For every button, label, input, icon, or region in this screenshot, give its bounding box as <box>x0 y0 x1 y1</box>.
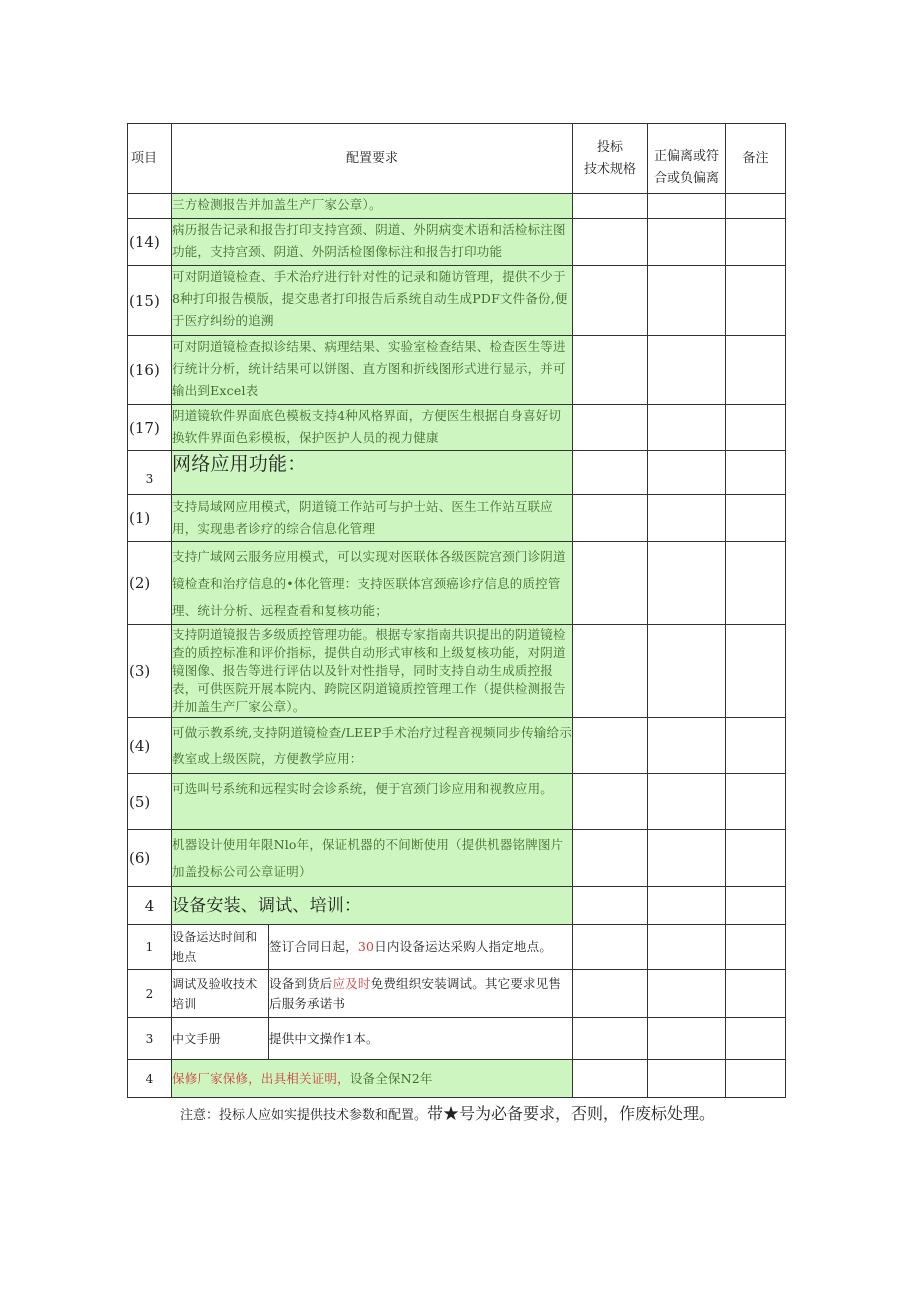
bid-spec-cell <box>573 266 648 336</box>
row-number: (6) <box>128 830 172 887</box>
bid-spec-cell <box>573 718 648 774</box>
deviation-cell <box>648 625 726 718</box>
requirement-cell <box>269 925 573 970</box>
remark-cell <box>726 1060 786 1098</box>
header-deviation-line2: 合或负偏离 <box>654 170 720 186</box>
table-row <box>128 774 786 830</box>
table-row <box>128 495 786 542</box>
row-number <box>128 194 172 219</box>
row-number: (3) <box>128 625 172 718</box>
table-row <box>128 405 786 451</box>
requirement-cell: 可对阴道镜检查、手术治疗进行针对性的记录和随访管理，提供不少于8种打印报告模版，提交患者打印报告后系统自动生成PDF文件备份,便于医疗纠纷的追溯 <box>172 266 573 336</box>
bid-spec-cell <box>573 405 648 451</box>
bid-spec-cell <box>573 1018 648 1060</box>
spec-table <box>127 123 786 1098</box>
footnote-part1: 注意：投标人应如实提供技术参数和配置。 <box>180 1108 428 1123</box>
table-row <box>128 925 786 970</box>
bid-spec-cell <box>573 970 648 1018</box>
header-deviation-line1: 正偏离或符 <box>654 148 720 164</box>
table-row <box>128 718 786 774</box>
bid-spec-cell <box>573 194 648 219</box>
remark-cell <box>726 542 786 625</box>
row-number: (5) <box>128 774 172 830</box>
remark-cell <box>726 336 786 405</box>
header-item: 项目 <box>128 124 172 194</box>
requirement-cell: 三方检测报告并加盖生产厂家公章）。 <box>172 194 573 219</box>
remark-cell <box>726 194 786 219</box>
header-bid-spec-line2: 技术规格 <box>584 161 637 177</box>
row-number: 2 <box>128 970 172 1018</box>
remark-cell <box>726 970 786 1018</box>
requirement-cell: 可做示教系统,支持阴道镜检查/LEEP手术治疗过程音视频同步传输给示教室或上级医院，方便教学应用： <box>172 718 573 774</box>
bid-spec-cell <box>573 830 648 887</box>
requirement-text: 提供中文操作1本。 <box>269 1030 379 1046</box>
deviation-cell <box>648 970 726 1018</box>
table-row <box>128 336 786 405</box>
deviation-cell <box>648 266 726 336</box>
deviation-cell <box>648 718 726 774</box>
section-row <box>128 887 786 925</box>
deviation-cell <box>648 451 726 495</box>
requirement-text: 设备到货后 <box>269 975 333 991</box>
bid-spec-cell <box>573 219 648 266</box>
bid-spec-cell <box>573 625 648 718</box>
requirement-cell: 可对阴道镜检查拟诊结果、病理结果、实验室检查结果、检查医生等进行统计分析，统计结果可以饼图、直方图和折线图形式进行显示，并可输出到Excel表 <box>172 336 573 405</box>
deviation-cell <box>648 1018 726 1060</box>
deviation-cell <box>648 774 726 830</box>
remark-cell <box>726 925 786 970</box>
row-number: (15) <box>128 266 172 336</box>
row-number: 3 <box>128 1018 172 1060</box>
row-number: 4 <box>128 1060 172 1098</box>
bid-spec-cell <box>573 451 648 495</box>
table-row <box>128 970 786 1018</box>
highlight-text: 应及时 <box>332 975 371 991</box>
row-number: 1 <box>128 925 172 970</box>
deviation-cell <box>648 336 726 405</box>
requirement-text: 签订合同日起， <box>269 939 358 954</box>
header-deviation <box>648 124 726 194</box>
table-row <box>128 625 786 718</box>
row-number: (4) <box>128 718 172 774</box>
table-row <box>128 1018 786 1060</box>
row-number: (1) <box>128 495 172 542</box>
bid-spec-cell <box>573 336 648 405</box>
footnote <box>180 1101 715 1124</box>
requirement-cell <box>172 1060 573 1098</box>
remark-cell <box>726 405 786 451</box>
row-number: (2) <box>128 542 172 625</box>
table-row <box>128 266 786 336</box>
deviation-cell <box>648 495 726 542</box>
remark-cell <box>726 718 786 774</box>
row-number: (14) <box>128 219 172 266</box>
deviation-cell <box>648 219 726 266</box>
sub-item-label: 中文手册 <box>172 1018 269 1060</box>
header-bid-spec-line1: 投标 <box>597 139 624 155</box>
requirement-cell <box>269 1018 573 1060</box>
deviation-cell <box>648 405 726 451</box>
remark-cell <box>726 887 786 925</box>
remark-cell <box>726 1018 786 1060</box>
header-requirement: 配置要求 <box>172 124 573 194</box>
table-row <box>128 542 786 625</box>
requirement-cell: 支持阴道镜报告多级质控管理功能。根据专家指南共识提出的阴道镜检查的质控标准和评价指标，提供自动形式审核和上级复核功能，对阴道镜图像、报告等进行评估以及针对性指导，同时支持自动生成质控报表，可供医院开展本院内、跨院区阴道镜质控管理工作（提供检测报告并加盖生产厂家公章）。 <box>172 625 573 718</box>
bid-spec-cell <box>573 542 648 625</box>
section-title: 设备安装、调试、培训： <box>172 887 573 925</box>
remark-cell <box>726 451 786 495</box>
section-number: 4 <box>128 887 172 925</box>
table-row <box>128 219 786 266</box>
requirement-text: 设备全保N2年 <box>349 1070 433 1086</box>
bid-spec-cell <box>573 887 648 925</box>
requirement-cell: 阴道镜软件界面底色模板支持4种风格界面，方便医生根据自身喜好切换软件界面色彩模板，保护医护人员的视力健康 <box>172 405 573 451</box>
bid-spec-cell <box>573 774 648 830</box>
sub-item-label: 设备运达时间和地点 <box>172 925 269 970</box>
requirement-text: 日内设备运达采购人指定地点。 <box>374 939 553 954</box>
requirement-cell: 支持局域网应用模式，阴道镜工作站可与护士站、医生工作站互联应用，实现患者诊疗的综合信息化管理 <box>172 495 573 542</box>
deviation-cell <box>648 925 726 970</box>
bid-spec-cell <box>573 925 648 970</box>
deviation-cell <box>648 194 726 219</box>
requirement-text: 保修厂家保修，出具相关证明， <box>172 1070 350 1086</box>
requirement-cell <box>269 970 573 1018</box>
table-row <box>128 830 786 887</box>
section-row <box>128 451 786 495</box>
remark-cell <box>726 219 786 266</box>
row-number: (17) <box>128 405 172 451</box>
table-row <box>128 1060 786 1098</box>
remark-cell <box>726 830 786 887</box>
deviation-cell <box>648 542 726 625</box>
highlight-text: 30 <box>357 939 375 954</box>
remark-cell <box>726 774 786 830</box>
requirement-cell: 机器设计使用年限Nlo年，保证机器的不间断使用（提供机器铭牌图片加盖投标公司公章证明） <box>172 830 573 887</box>
remark-cell <box>726 266 786 336</box>
requirement-text: 免费组织安装调试。其它要求见售后服务承诺书 <box>269 975 562 1011</box>
remark-cell <box>726 625 786 718</box>
deviation-cell <box>648 830 726 887</box>
deviation-cell <box>648 1060 726 1098</box>
header-bid-spec <box>573 124 648 194</box>
deviation-cell <box>648 887 726 925</box>
section-number: 3 <box>128 451 172 495</box>
header-remark: 备注 <box>726 124 786 194</box>
requirement-cell: 可选叫号系统和远程实时会诊系统，便于宫颈门诊应用和视教应用。 <box>172 774 573 830</box>
section-title: 网络应用功能： <box>172 451 573 495</box>
requirement-cell: 支持广域网云服务应用模式，可以实现对医联体各级医院宫颈门诊阴道镜检查和治疗信息的•体化管理：支持医联体宫颈癌诊疗信息的质控管理、统计分析、远程查看和复核功能； <box>172 542 573 625</box>
sub-item-label: 调试及验收技术培训 <box>172 970 269 1018</box>
footnote-part2: 带★号为必备要求，否则，作废标处理。 <box>427 1104 716 1123</box>
table-row <box>128 194 786 219</box>
bid-spec-cell <box>573 495 648 542</box>
row-number: (16) <box>128 336 172 405</box>
bid-spec-cell <box>573 1060 648 1098</box>
remark-cell <box>726 495 786 542</box>
requirement-cell: 病历报告记录和报告打印支持宫颈、阴道、外阴病变术语和活检标注图功能，支持宫颈、阴道、外阴活检图像标注和报告打印功能 <box>172 219 573 266</box>
header-row <box>128 124 786 194</box>
